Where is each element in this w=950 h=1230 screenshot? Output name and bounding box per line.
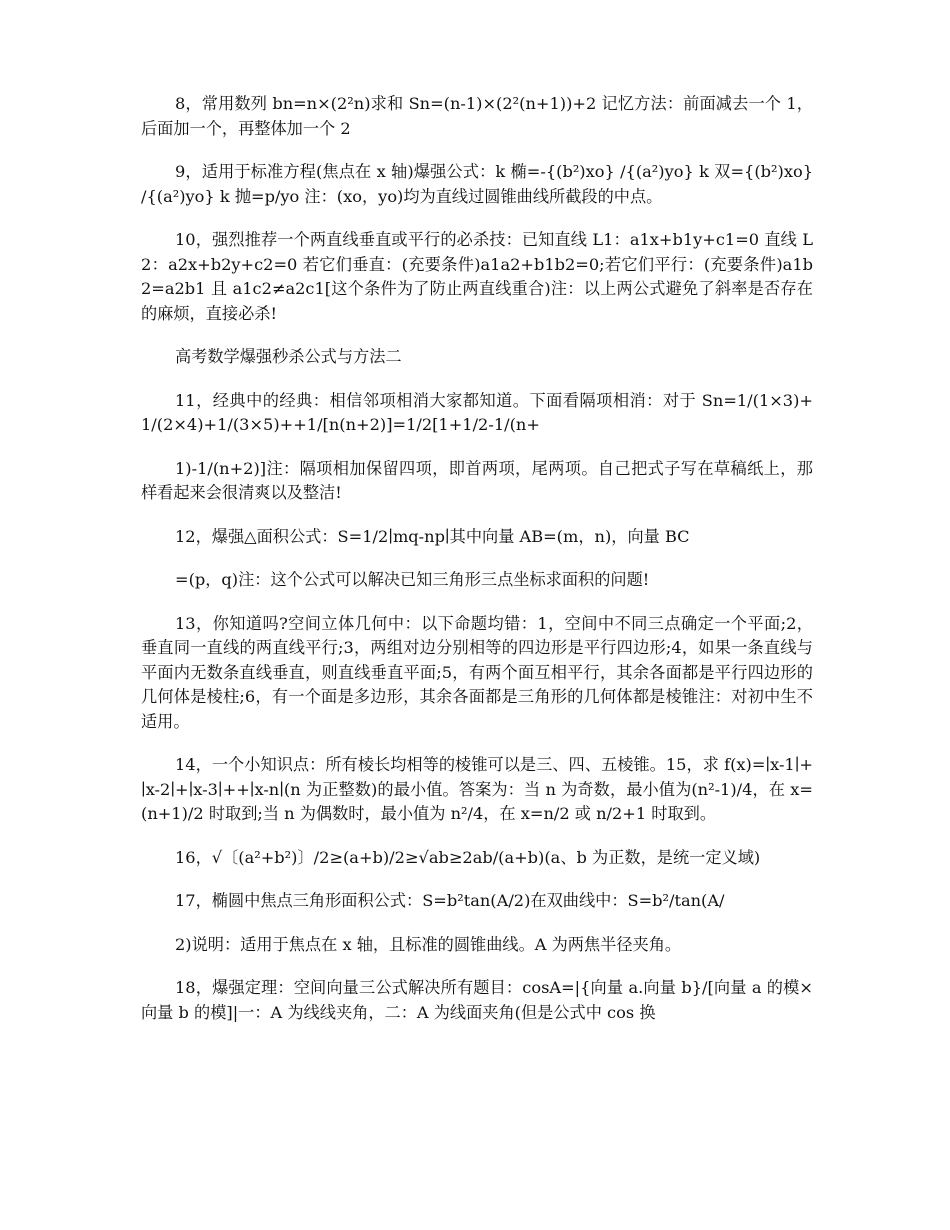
paragraph-10: 10，强烈推荐一个两直线垂直或平行的必杀技：已知直线 L1：a1x+b1y+c1=0 直线 L2：a2x+b2y+c2=0 若它们垂直：(充要条件)a1a2+b1b2=0;若它们平行：(充要条件)a1b2=a2b1 且 a1c2≠a2c1[这个条件为了防止两直线重合)注：以上两公式避免了斜率是否存在的麻烦，直接必杀! bbox=[141, 230, 813, 323]
section-heading: 高考数学爆强秒杀公式与方法二 bbox=[175, 347, 402, 366]
paragraph-18: 18，爆强定理：空间向量三公式解决所有题目：cosA=|{向量 a.向量 b}/[向量 a 的模×向量 b 的模]|一：A 为线线夹角，二：A 为线面夹角(但是公式中 cos 换 bbox=[141, 978, 813, 1022]
paragraph-9: 9，适用于标准方程(焦点在 x 轴)爆强公式：k 椭=-{(b²)xo} /{(a²)yo} k 双={(b²)xo} /{(a²)yo} k 抛=p/yo 注：(xo，yo)均为直线过圆锥曲线所截段的中点。 bbox=[141, 162, 813, 206]
paragraph-17: 17，椭圆中焦点三角形面积公式：S=b²tan(A/2)在双曲线中：S=b²/tan(A/ bbox=[175, 891, 725, 910]
paragraph-12: 12，爆强△面积公式：S=1/2∣mq-np∣其中向量 AB=(m，n)，向量 BC bbox=[175, 526, 690, 546]
paragraph-8: 8，常用数列 bn=n×(2²n)求和 Sn=(n-1)×(2²(n+1))+2 记忆方法：前面减去一个 1，后面加一个，再整体加一个 2 bbox=[141, 94, 813, 138]
document-body bbox=[141, 92, 813, 1044]
paragraph-16: 16，√〔(a²+b²)〕/2≥(a+b)/2≥√ab≥2ab/(a+b)(a、b 为正数，是统一定义域) bbox=[175, 847, 761, 867]
paragraph-14-15: 14，一个小知识点：所有棱长均相等的棱锥可以是三、四、五棱锥。15，求 f(x)=∣x-1∣+∣x-2∣+∣x-3∣++∣x-n∣(n 为正整数)的最小值。答案为：当 n 为奇数，最小值为(n²-1)/4，在 x=(n+1)/2 时取到;当 n 为偶数时，最小值为 n²/4，在 x=n/2 或 n/2+1 时取到。 bbox=[141, 755, 813, 823]
paragraph-12-continued: =(p，q)注：这个公式可以解决已知三角形三点坐标求面积的问题! bbox=[175, 570, 650, 589]
paragraph-11: 11，经典中的经典：相信邻项相消大家都知道。下面看隔项相消：对于 Sn=1/(1×3)+1/(2×4)+1/(3×5)++1/[n(n+2)]=1/2[1+1/2-1/(n+ bbox=[141, 390, 813, 434]
paragraph-17-continued: 2)说明：适用于焦点在 x 轴，且标准的圆锥曲线。A 为两焦半径夹角。 bbox=[175, 934, 682, 954]
paragraph-13: 13，你知道吗?空间立体几何中：以下命题均错：1，空间中不同三点确定一个平面;2，垂直同一直线的两直线平行;3，两组对边分别相等的四边形是平行四边形;4，如果一条直线与平面内无数条直线垂直，则直线垂直平面;5，有两个面互相平行，其余各面都是平行四边形的几何体是棱柱;6，有一个面是多边形，其余各面都是三角形的几何体都是棱锥注：对初中生不适用。 bbox=[141, 613, 813, 731]
paragraph-11-continued: 1)-1/(n+2)]注：隔项相加保留四项，即首两项，尾两项。自己把式子写在草稿纸上，那样看起来会很清爽以及整洁! bbox=[141, 458, 813, 502]
